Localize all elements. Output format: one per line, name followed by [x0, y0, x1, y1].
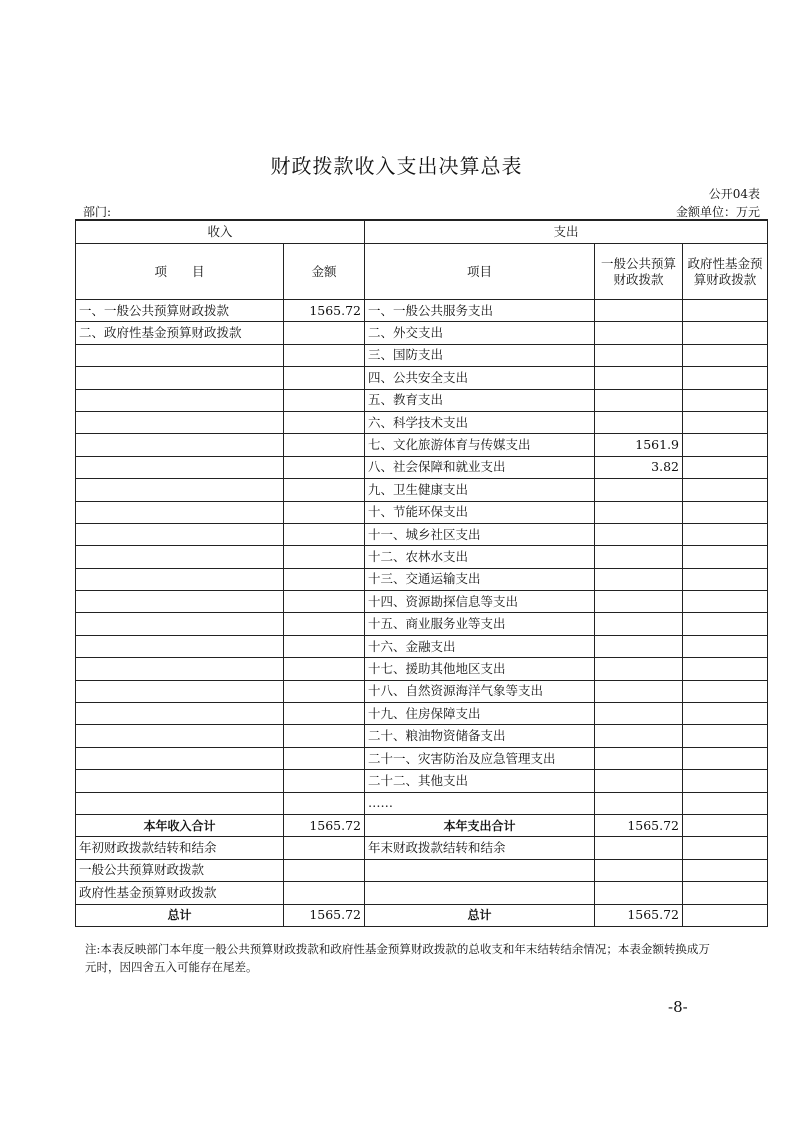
general-budget-cell — [595, 882, 683, 904]
table-row — [76, 411, 768, 433]
fund-budget-cell — [683, 792, 768, 814]
unit-label: 金额单位：万元 — [675, 205, 760, 219]
expense-item-cell: 十八、自然资源海洋气象等支出 — [365, 680, 595, 702]
income-item-cell — [76, 680, 284, 702]
expense-item-cell: 十一、城乡社区支出 — [365, 523, 595, 545]
table-row — [76, 770, 768, 792]
income-amount-cell — [284, 322, 365, 344]
income-item-cell — [76, 367, 284, 389]
general-budget-cell — [595, 747, 683, 769]
general-budget-cell — [595, 389, 683, 411]
income-item-cell — [76, 725, 284, 747]
table-row — [76, 747, 768, 769]
general-budget-cell: 3.82 — [595, 456, 683, 478]
income-amount-cell — [284, 367, 365, 389]
income-amount-cell — [284, 725, 365, 747]
carry-row — [76, 837, 768, 859]
fund-budget-cell — [683, 389, 768, 411]
general-budget-cell — [595, 792, 683, 814]
income-item-cell: 二、政府性基金预算财政拨款 — [76, 322, 284, 344]
expense-item-cell: 八、社会保障和就业支出 — [365, 456, 595, 478]
income-amount-cell — [284, 635, 365, 657]
expense-item-cell: 二十一、灾害防治及应急管理支出 — [365, 747, 595, 769]
income-item-cell: 政府性基金预算财政拨款 — [76, 882, 284, 904]
header-row-columns — [76, 244, 768, 300]
income-amount-cell — [284, 703, 365, 725]
income-amount-cell — [284, 680, 365, 702]
fund-budget-cell — [683, 523, 768, 545]
fund-budget-cell — [683, 546, 768, 568]
expense-item-cell: 本年支出合计 — [365, 814, 595, 836]
income-amount-cell — [284, 792, 365, 814]
expense-item-cell: 五、教育支出 — [365, 389, 595, 411]
fund-budget-cell — [683, 300, 768, 322]
expense-item-cell: 十五、商业服务业等支出 — [365, 613, 595, 635]
page-title: 财政拨款收入支出决算总表 — [270, 154, 523, 178]
general-budget-cell — [595, 344, 683, 366]
fund-budget-header: 政府性基金预算财政拨款 — [683, 244, 768, 300]
income-item-cell — [76, 770, 284, 792]
header-row-top — [76, 220, 768, 244]
expense-item-cell: 十四、资源勘探信息等支出 — [365, 591, 595, 613]
income-item-cell: 一般公共预算财政拨款 — [76, 859, 284, 881]
expense-item-cell: 二十、粮油物资储备支出 — [365, 725, 595, 747]
general-budget-cell — [595, 680, 683, 702]
income-amount-cell — [284, 591, 365, 613]
income-item-cell — [76, 591, 284, 613]
income-item-cell — [76, 792, 284, 814]
general-budget-cell — [595, 658, 683, 680]
general-budget-cell — [595, 322, 683, 344]
fund-budget-cell — [683, 434, 768, 456]
income-amount-cell — [284, 411, 365, 433]
general-budget-cell: 1561.9 — [595, 434, 683, 456]
income-item-cell — [76, 456, 284, 478]
table-row — [76, 635, 768, 657]
general-budget-header: 一般公共预算财政拨款 — [595, 244, 683, 300]
income-amount-cell — [284, 613, 365, 635]
expense-item-cell: 一、一般公共服务支出 — [365, 300, 595, 322]
income-item-cell — [76, 434, 284, 456]
income-item-cell — [76, 389, 284, 411]
income-amount-cell — [284, 344, 365, 366]
table-row — [76, 658, 768, 680]
income-item-cell — [76, 635, 284, 657]
expense-item-cell: 二、外交支出 — [365, 322, 595, 344]
table-row — [76, 456, 768, 478]
income-amount-cell — [284, 456, 365, 478]
table-row — [76, 434, 768, 456]
general-budget-cell: 1565.72 — [595, 904, 683, 926]
expense-item-cell: 十九、住房保障支出 — [365, 703, 595, 725]
income-amount-cell — [284, 770, 365, 792]
fund-budget-cell — [683, 859, 768, 881]
table-row — [76, 792, 768, 814]
expense-item-cell: 二十二、其他支出 — [365, 770, 595, 792]
income-item-cell — [76, 479, 284, 501]
general-budget-cell — [595, 411, 683, 433]
expense-item-cell: 十七、援助其他地区支出 — [365, 658, 595, 680]
income-header: 收入 — [76, 220, 365, 244]
income-amount-cell — [284, 747, 365, 769]
income-amount-cell — [284, 658, 365, 680]
fund-budget-cell — [683, 725, 768, 747]
income-amount-cell — [284, 479, 365, 501]
general-budget-cell — [595, 613, 683, 635]
fund-budget-cell — [683, 680, 768, 702]
general-budget-cell — [595, 546, 683, 568]
general-budget-cell — [595, 501, 683, 523]
income-amount-cell — [284, 434, 365, 456]
income-amount-cell — [284, 389, 365, 411]
expense-item-cell: 年末财政拨款结转和结余 — [365, 837, 595, 859]
general-budget-cell — [595, 523, 683, 545]
expense-item-cell: 总计 — [365, 904, 595, 926]
expense-item-cell: 十二、农林水支出 — [365, 546, 595, 568]
form-code: 公开04表 — [708, 187, 760, 201]
expense-header: 支出 — [365, 220, 768, 244]
fund-budget-cell — [683, 613, 768, 635]
grand-total-row — [76, 904, 768, 926]
fund-budget-cell — [683, 747, 768, 769]
income-item-cell — [76, 747, 284, 769]
expense-item-cell: 九、卫生健康支出 — [365, 479, 595, 501]
general-budget-cell — [595, 568, 683, 590]
fund-budget-cell — [683, 658, 768, 680]
income-item-cell: 年初财政拨款结转和结余 — [76, 837, 284, 859]
table-row — [76, 703, 768, 725]
income-amount-cell — [284, 523, 365, 545]
income-amount-cell — [284, 882, 365, 904]
general-budget-cell — [595, 725, 683, 747]
carry-row — [76, 859, 768, 881]
income-amount-cell: 1565.72 — [284, 300, 365, 322]
income-item-cell: 一、一般公共预算财政拨款 — [76, 300, 284, 322]
table-row — [76, 546, 768, 568]
table-row — [76, 591, 768, 613]
income-item-cell — [76, 501, 284, 523]
table-row — [76, 725, 768, 747]
income-amount-cell: 1565.72 — [284, 904, 365, 926]
amount-header: 金额 — [284, 244, 365, 300]
fund-budget-cell — [683, 322, 768, 344]
expense-item-cell — [365, 882, 595, 904]
general-budget-cell — [595, 859, 683, 881]
income-item-header: 项 目 — [76, 244, 284, 300]
fund-budget-cell — [683, 703, 768, 725]
income-item-cell — [76, 613, 284, 635]
expense-item-cell: 三、国防支出 — [365, 344, 595, 366]
year-total-row — [76, 814, 768, 836]
general-budget-cell — [595, 703, 683, 725]
table-row — [76, 367, 768, 389]
income-item-cell — [76, 344, 284, 366]
budget-table — [75, 219, 768, 927]
general-budget-cell — [595, 479, 683, 501]
fund-budget-cell — [683, 501, 768, 523]
income-item-cell: 本年收入合计 — [76, 814, 284, 836]
table-row — [76, 322, 768, 344]
income-item-cell — [76, 568, 284, 590]
expense-item-cell: 十三、交通运输支出 — [365, 568, 595, 590]
fund-budget-cell — [683, 591, 768, 613]
fund-budget-cell — [683, 635, 768, 657]
fund-budget-cell — [683, 837, 768, 859]
expense-item-cell: 七、文化旅游体育与传媒支出 — [365, 434, 595, 456]
income-amount-cell: 1565.72 — [284, 814, 365, 836]
fund-budget-cell — [683, 367, 768, 389]
table-row — [76, 501, 768, 523]
expense-item-cell: 四、公共安全支出 — [365, 367, 595, 389]
income-item-cell — [76, 703, 284, 725]
fund-budget-cell — [683, 456, 768, 478]
income-item-cell: 总计 — [76, 904, 284, 926]
table-row — [76, 479, 768, 501]
income-amount-cell — [284, 501, 365, 523]
general-budget-cell: 1565.72 — [595, 814, 683, 836]
expense-item-cell: …… — [365, 792, 595, 814]
fund-budget-cell — [683, 814, 768, 836]
expense-item-cell: 十、节能环保支出 — [365, 501, 595, 523]
income-amount-cell — [284, 859, 365, 881]
income-item-cell — [76, 546, 284, 568]
general-budget-cell — [595, 300, 683, 322]
fund-budget-cell — [683, 568, 768, 590]
fund-budget-cell — [683, 479, 768, 501]
carry-row — [76, 882, 768, 904]
income-item-cell — [76, 523, 284, 545]
fund-budget-cell — [683, 411, 768, 433]
income-amount-cell — [284, 837, 365, 859]
income-amount-cell — [284, 568, 365, 590]
general-budget-cell — [595, 837, 683, 859]
table-row — [76, 680, 768, 702]
expense-item-cell — [365, 859, 595, 881]
table-row — [76, 300, 768, 322]
general-budget-cell — [595, 770, 683, 792]
income-item-cell — [76, 411, 284, 433]
expense-item-header: 项目 — [365, 244, 595, 300]
income-amount-cell — [284, 546, 365, 568]
general-budget-cell — [595, 367, 683, 389]
table-row — [76, 344, 768, 366]
page-number: -8- — [668, 998, 688, 1016]
fund-budget-cell — [683, 344, 768, 366]
expense-item-cell: 六、科学技术支出 — [365, 411, 595, 433]
fund-budget-cell — [683, 904, 768, 926]
table-row — [76, 523, 768, 545]
table-row — [76, 613, 768, 635]
footnote: 注:本表反映部门本年度一般公共预算财政拨款和政府性基金预算财政拨款的总收支和年末结转结余情况；本表金额转换成万元时，因四舍五入可能存在尾差。 — [85, 942, 710, 974]
department-label: 部门: — [83, 205, 112, 219]
fund-budget-cell — [683, 770, 768, 792]
table-row — [76, 389, 768, 411]
table-row — [76, 568, 768, 590]
expense-item-cell: 十六、金融支出 — [365, 635, 595, 657]
fund-budget-cell — [683, 882, 768, 904]
income-item-cell — [76, 658, 284, 680]
general-budget-cell — [595, 635, 683, 657]
general-budget-cell — [595, 591, 683, 613]
